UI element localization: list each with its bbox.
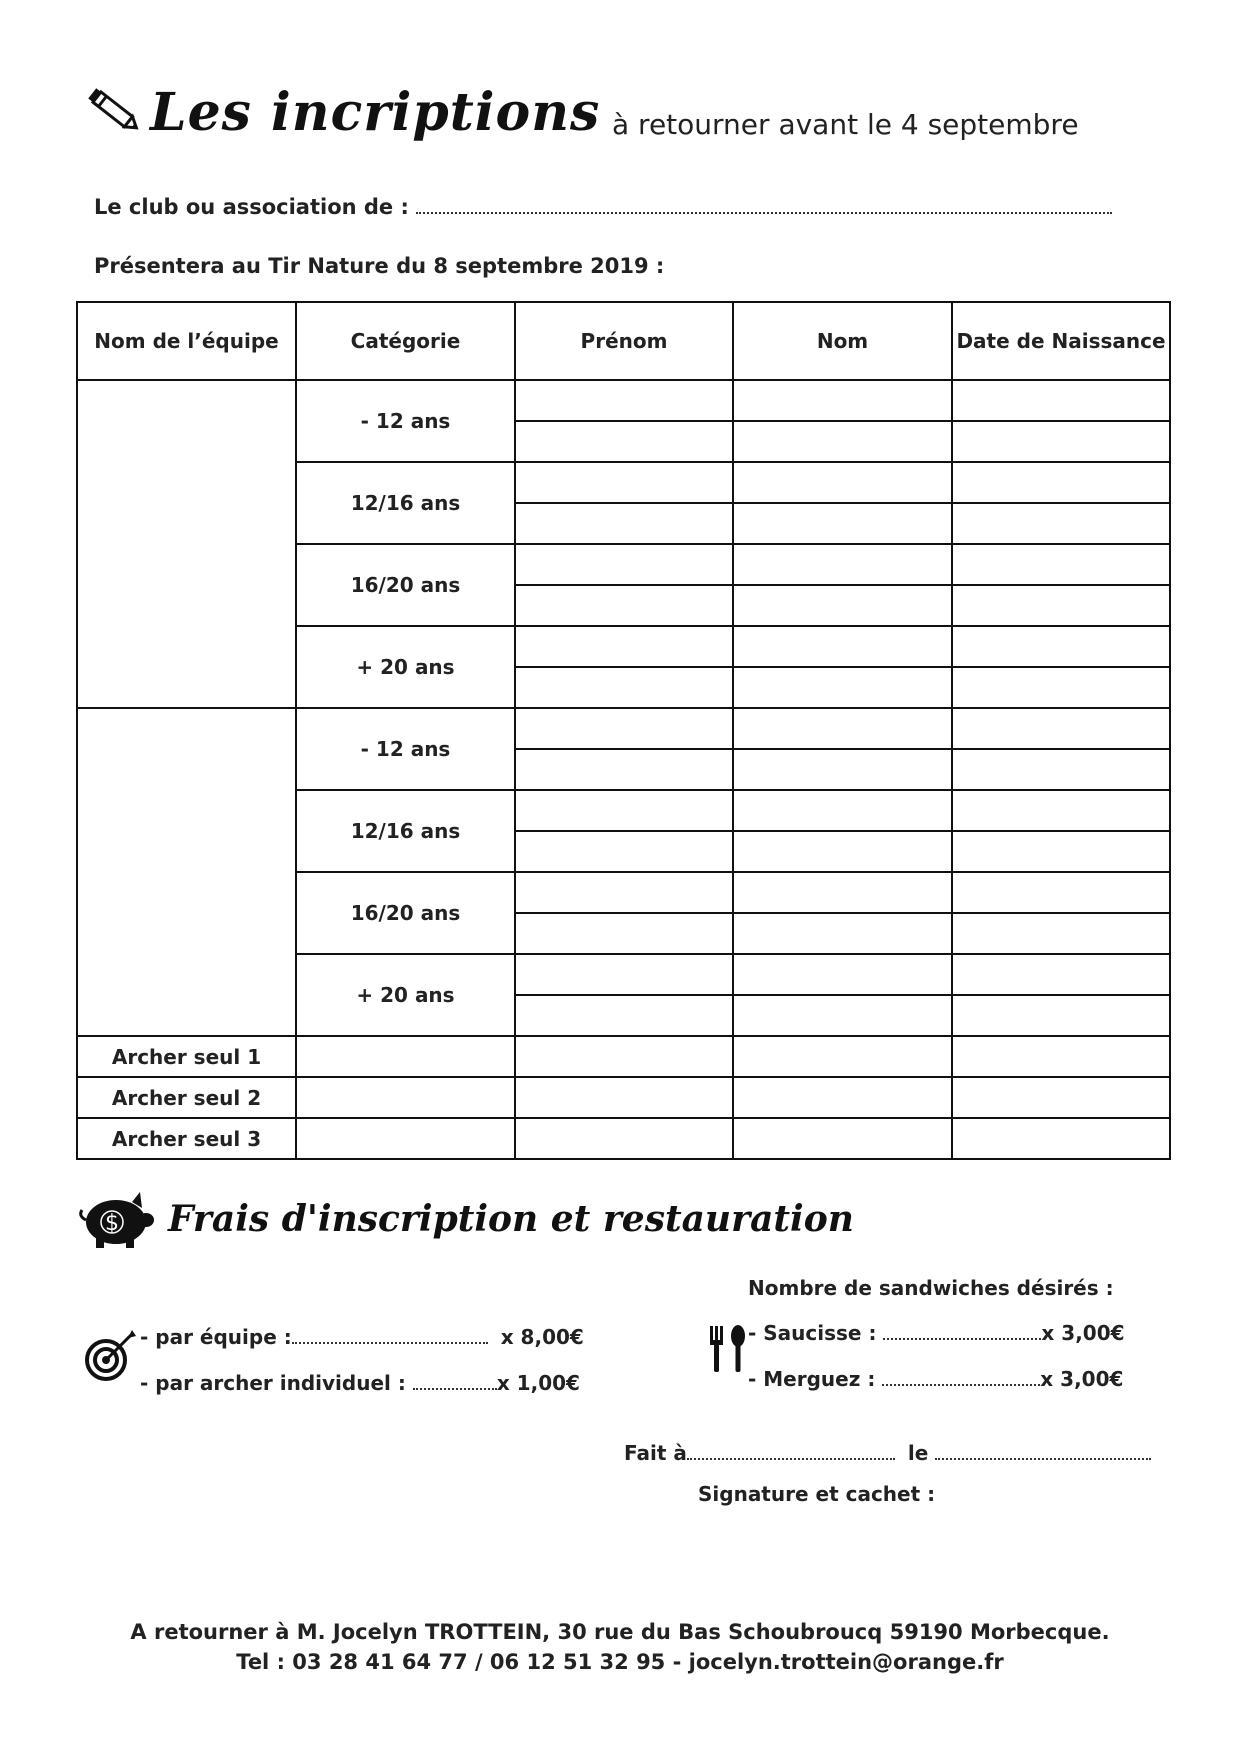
date-input[interactable] xyxy=(935,1440,1151,1460)
input-cell[interactable] xyxy=(952,667,1170,708)
input-cell[interactable] xyxy=(296,1036,515,1077)
input-cell[interactable] xyxy=(515,790,733,831)
category-cell: 16/20 ans xyxy=(296,872,515,954)
input-cell[interactable] xyxy=(952,913,1170,954)
input-cell[interactable] xyxy=(296,1077,515,1118)
category-cell: 16/20 ans xyxy=(296,544,515,626)
fait-field[interactable] xyxy=(624,1440,1151,1465)
input-cell[interactable] xyxy=(733,667,952,708)
input-cell[interactable] xyxy=(515,585,733,626)
solo-label: Archer seul 1 xyxy=(77,1036,296,1077)
input-cell[interactable] xyxy=(952,831,1170,872)
input-cell[interactable] xyxy=(733,462,952,503)
input-cell[interactable] xyxy=(515,995,733,1036)
input-cell[interactable] xyxy=(952,954,1170,995)
category-cell: 12/16 ans xyxy=(296,462,515,544)
input-cell[interactable] xyxy=(733,1118,952,1159)
input-cell[interactable] xyxy=(952,995,1170,1036)
input-cell[interactable] xyxy=(733,831,952,872)
input-cell[interactable] xyxy=(733,544,952,585)
fees-title: Frais d'inscription et restauration xyxy=(168,1198,854,1240)
header-birthdate: Date de Naissance xyxy=(952,302,1170,380)
input-cell[interactable] xyxy=(733,913,952,954)
input-cell[interactable] xyxy=(515,708,733,749)
input-cell[interactable] xyxy=(515,421,733,462)
footer-contact: Tel : 03 28 41 64 77 / 06 12 51 32 95 - jocelyn.trottein@orange.fr xyxy=(236,1650,1004,1674)
input-cell[interactable] xyxy=(952,708,1170,749)
input-cell[interactable] xyxy=(952,749,1170,790)
saucisse-input[interactable] xyxy=(883,1320,1041,1340)
fee-merguez[interactable] xyxy=(748,1366,1123,1391)
input-cell[interactable] xyxy=(733,380,952,421)
input-cell[interactable] xyxy=(515,626,733,667)
saucisse-label: - Saucisse : xyxy=(748,1321,877,1345)
table-row xyxy=(77,708,1170,749)
input-cell[interactable] xyxy=(952,1118,1170,1159)
header-firstname: Prénom xyxy=(515,302,733,380)
per-team-label: - par équipe : xyxy=(140,1325,292,1349)
input-cell[interactable] xyxy=(952,1036,1170,1077)
registration-table xyxy=(76,301,1171,1160)
piggy-bank-icon xyxy=(76,1190,156,1250)
club-label: Le club ou association de : xyxy=(94,195,409,219)
input-cell[interactable] xyxy=(733,790,952,831)
input-cell[interactable] xyxy=(515,954,733,995)
table-row xyxy=(77,380,1170,421)
saucisse-price: x 3,00€ xyxy=(1041,1321,1125,1345)
header-category: Catégorie xyxy=(296,302,515,380)
signature-label: Signature et cachet : xyxy=(698,1482,936,1506)
per-archer-label: - par archer individuel : xyxy=(140,1371,406,1395)
solo-label: Archer seul 2 xyxy=(77,1077,296,1118)
per-archer-input[interactable] xyxy=(413,1370,497,1390)
input-cell[interactable] xyxy=(952,503,1170,544)
input-cell[interactable] xyxy=(515,872,733,913)
category-cell: + 20 ans xyxy=(296,954,515,1036)
input-cell[interactable] xyxy=(952,380,1170,421)
input-cell[interactable] xyxy=(733,995,952,1036)
input-cell[interactable] xyxy=(515,913,733,954)
category-cell: 12/16 ans xyxy=(296,790,515,872)
input-cell[interactable] xyxy=(733,1036,952,1077)
merguez-input[interactable] xyxy=(882,1366,1040,1386)
input-cell[interactable] xyxy=(952,790,1170,831)
team-name-cell[interactable] xyxy=(77,708,296,1036)
merguez-price: x 3,00€ xyxy=(1040,1367,1124,1391)
input-cell[interactable] xyxy=(952,626,1170,667)
category-cell: - 12 ans xyxy=(296,708,515,790)
merguez-label: - Merguez : xyxy=(748,1367,876,1391)
input-cell[interactable] xyxy=(515,749,733,790)
input-cell[interactable] xyxy=(733,585,952,626)
input-cell[interactable] xyxy=(733,1077,952,1118)
input-cell[interactable] xyxy=(952,462,1170,503)
fait-label: Fait à xyxy=(624,1441,687,1465)
input-cell[interactable] xyxy=(515,831,733,872)
input-cell[interactable] xyxy=(952,585,1170,626)
fee-per-team[interactable] xyxy=(140,1324,584,1349)
club-input[interactable] xyxy=(416,194,1112,214)
input-cell[interactable] xyxy=(952,1077,1170,1118)
input-cell[interactable] xyxy=(733,872,952,913)
input-cell[interactable] xyxy=(952,872,1170,913)
input-cell[interactable] xyxy=(515,462,733,503)
input-cell[interactable] xyxy=(733,421,952,462)
cutlery-icon xyxy=(706,1324,748,1374)
input-cell[interactable] xyxy=(952,544,1170,585)
input-cell[interactable] xyxy=(515,667,733,708)
team-name-cell[interactable] xyxy=(77,380,296,708)
category-cell: + 20 ans xyxy=(296,626,515,708)
input-cell[interactable] xyxy=(515,1077,733,1118)
fee-saucisse[interactable] xyxy=(748,1320,1125,1345)
solo-label: Archer seul 3 xyxy=(77,1118,296,1159)
table-row xyxy=(77,1036,1170,1077)
input-cell[interactable] xyxy=(733,954,952,995)
input-cell[interactable] xyxy=(515,1036,733,1077)
input-cell[interactable] xyxy=(515,1118,733,1159)
input-cell[interactable] xyxy=(733,626,952,667)
input-cell[interactable] xyxy=(296,1118,515,1159)
presents-label: Présentera au Tir Nature du 8 septembre 2019 : xyxy=(94,254,665,278)
table-header-row xyxy=(77,302,1170,380)
table-row xyxy=(77,1118,1170,1159)
svg-text:$: $ xyxy=(105,1211,119,1236)
per-archer-price: x 1,00€ xyxy=(496,1371,580,1395)
category-cell: - 12 ans xyxy=(296,380,515,462)
page-title: Les incriptions xyxy=(150,82,601,143)
input-cell[interactable] xyxy=(733,708,952,749)
fee-per-archer[interactable] xyxy=(140,1370,580,1395)
input-cell[interactable] xyxy=(733,749,952,790)
club-field[interactable] xyxy=(94,194,1112,219)
sandwich-title: Nombre de sandwiches désirés : xyxy=(748,1276,1114,1300)
table-row xyxy=(77,1077,1170,1118)
fait-input[interactable] xyxy=(687,1440,895,1460)
pencil-icon xyxy=(86,86,142,136)
input-cell[interactable] xyxy=(515,503,733,544)
target-icon xyxy=(84,1328,138,1382)
per-team-input[interactable] xyxy=(292,1324,488,1344)
footer-address: A retourner à M. Jocelyn TROTTEIN, 30 rue du Bas Schoubroucq 59190 Morbecque. xyxy=(130,1620,1110,1644)
input-cell[interactable] xyxy=(515,380,733,421)
input-cell[interactable] xyxy=(515,544,733,585)
header-team: Nom de l’équipe xyxy=(77,302,296,380)
per-team-price: x 8,00€ xyxy=(500,1325,584,1349)
le-label: le xyxy=(907,1441,929,1465)
deadline-note: à retourner avant le 4 septembre xyxy=(612,108,1079,141)
input-cell[interactable] xyxy=(733,503,952,544)
input-cell[interactable] xyxy=(952,421,1170,462)
header-name: Nom xyxy=(733,302,952,380)
